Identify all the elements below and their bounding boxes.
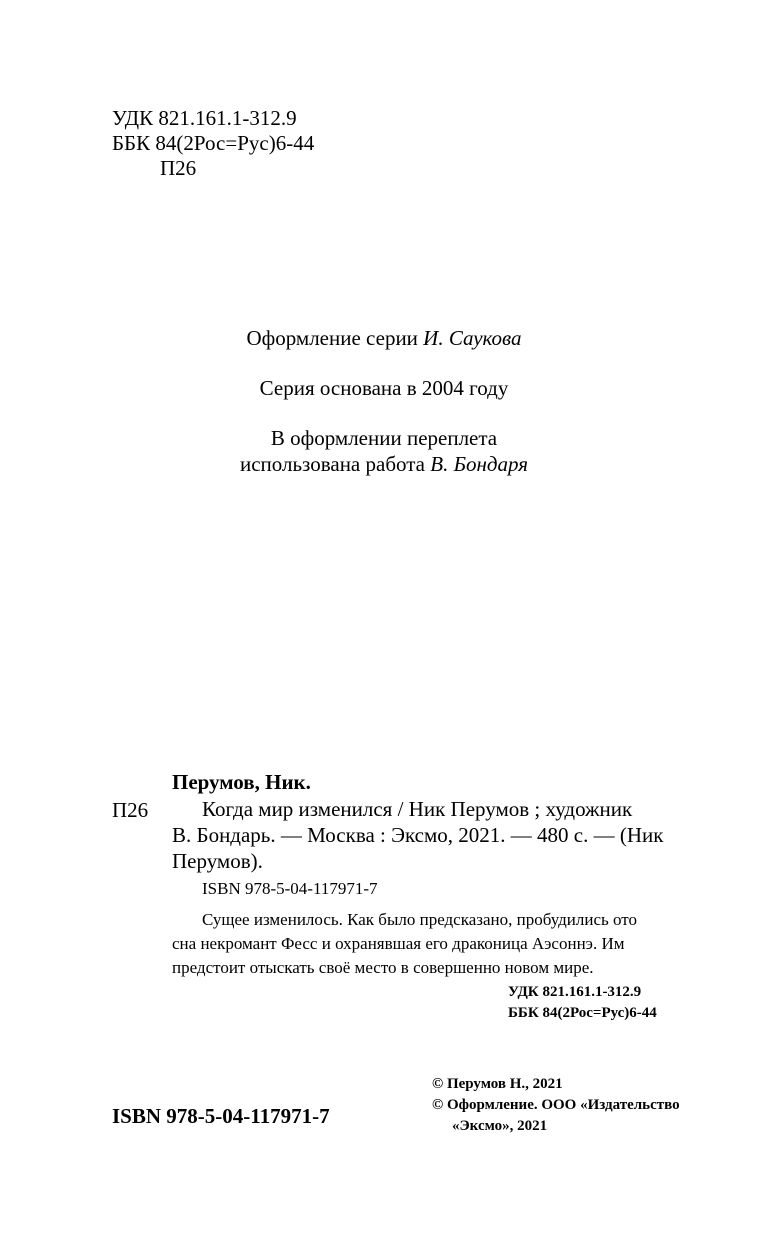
author-mark: П26: [160, 156, 197, 180]
series-designer-name: И. Саукова: [423, 326, 522, 350]
copyright-author: © Перумов Н., 2021: [432, 1076, 563, 1092]
biblio-line-3: Перумов).: [172, 849, 263, 873]
biblio-author: Перумов, Ник.: [172, 770, 311, 794]
classification-block: [112, 106, 314, 181]
copyright-publisher: «Эксмо», 2021: [452, 1118, 548, 1134]
biblio-classification: [508, 982, 657, 1024]
biblio-mark: П26: [112, 798, 149, 822]
cover-artist-name: В. Бондаря: [430, 452, 528, 476]
series-design-prefix: Оформление серии: [246, 326, 424, 350]
cover-art-prefix: использована работа: [239, 452, 431, 476]
biblio-line-2: В. Бондарь. — Москва : Эксмо, 2021. — 480 с. — (Ник: [172, 823, 664, 847]
series-design-line: [0, 326, 768, 351]
annotation-line-3: предстоит отыскать своё место в совершенно новом мире.: [172, 958, 594, 977]
biblio-line-1: Когда мир изменился / Ник Перумов ; художник: [202, 797, 633, 821]
copyright-design: © Оформление. ООО «Издательство: [432, 1097, 680, 1113]
annotation-line-2: сна некромант Фесс и охранявшая его драконица Аэсоннэ. Им: [172, 934, 625, 953]
series-founded-line: Серия основана в 2004 году: [259, 376, 509, 400]
biblio-isbn: ISBN 978-5-04-117971-7: [202, 879, 378, 898]
cover-art-line-1: В оформлении переплета: [270, 426, 498, 450]
copyright-block: [432, 1074, 680, 1137]
bbk-code: ББК 84(2Рос=Рус)6-44: [112, 131, 315, 155]
biblio-bbk: ББК 84(2Рос=Рус)6-44: [508, 1005, 657, 1021]
biblio-udk: УДК 821.161.1-312.9: [508, 984, 642, 1000]
udk-code: УДК 821.161.1-312.9: [112, 106, 297, 130]
cover-art-line-2: [0, 452, 768, 477]
annotation-line-1: Сущее изменилось. Как было предсказано, пробудились ото: [202, 910, 638, 929]
isbn-bottom: ISBN 978-5-04-117971-7: [112, 1104, 330, 1128]
